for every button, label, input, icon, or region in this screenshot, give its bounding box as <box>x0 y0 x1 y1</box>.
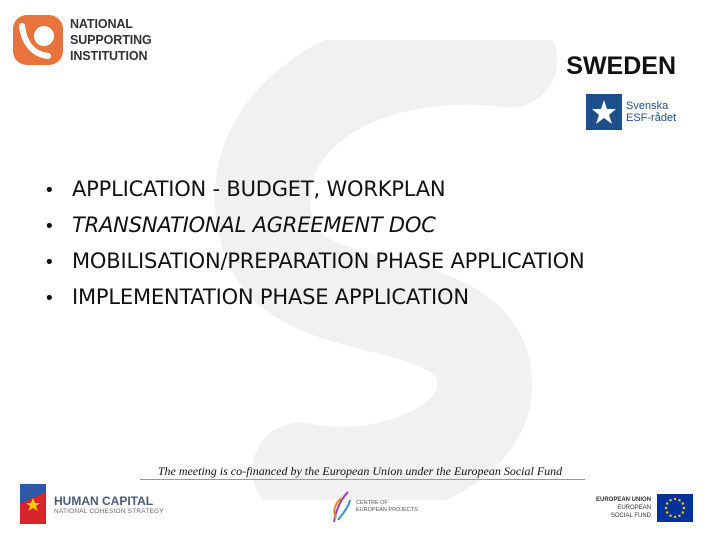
cep-feather-icon <box>330 490 352 524</box>
footer-divider <box>140 479 585 480</box>
human-capital-logo <box>20 484 164 524</box>
esf-label <box>626 100 676 124</box>
eu-line: EUROPEAN UNION <box>596 497 652 503</box>
bullet-text: APPLICATION - BUDGET, WORKPLAN <box>72 177 446 201</box>
bullet-dot: • <box>44 288 55 309</box>
bullet-dot: • <box>44 180 55 201</box>
bullet-list <box>44 172 585 316</box>
org-line: SUPPORTING <box>70 33 152 47</box>
bullet-text: IMPLEMENTATION PHASE APPLICATION <box>72 285 469 309</box>
cep-line: EUROPEAN PROJECTS <box>356 507 418 513</box>
hc-title: HUMAN CAPITAL <box>54 493 154 508</box>
esf-line: ESF-rådet <box>626 112 677 124</box>
cep-logo <box>330 490 418 524</box>
bullet-item <box>44 280 585 316</box>
cep-line: CENTRE OF <box>356 500 388 506</box>
bullet-text: MOBILISATION/PREPARATION PHASE APPLICATION <box>72 249 585 273</box>
poland-flag-star-icon <box>20 484 46 524</box>
bullet-item <box>44 244 585 280</box>
star-icon <box>586 94 622 130</box>
eu-line: SOCIAL FUND <box>610 513 652 519</box>
orange-s-logo-icon <box>12 14 64 66</box>
eu-flag-icon <box>657 494 693 522</box>
bullet-dot: • <box>44 216 55 237</box>
eu-logo <box>596 494 693 522</box>
esf-badge <box>586 94 676 130</box>
cofinancing-note: The meeting is co-financed by the European Union under the European Social Fund <box>157 464 563 478</box>
org-line: NATIONAL <box>70 17 133 31</box>
country-title: SWEDEN <box>566 52 676 80</box>
bullet-dot: • <box>44 252 55 273</box>
bullet-text: TRANSNATIONAL AGREEMENT DOC <box>72 213 436 237</box>
nsi-org-name <box>70 16 152 64</box>
bullet-item <box>44 208 585 244</box>
eu-line: EUROPEAN <box>617 505 652 511</box>
bullet-item <box>44 172 585 208</box>
org-line: INSTITUTION <box>70 49 148 63</box>
hc-subtitle: NATIONAL COHESION STRATEGY <box>54 507 164 515</box>
esf-line: Svenska <box>626 100 669 112</box>
